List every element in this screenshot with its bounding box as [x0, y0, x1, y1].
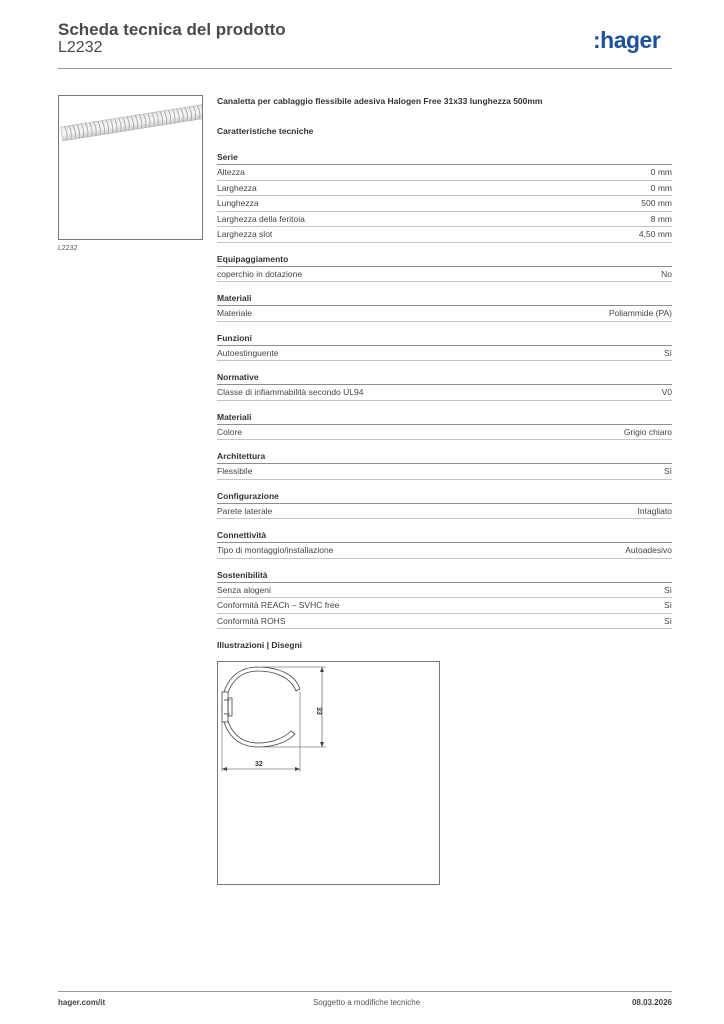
- spec-section: [217, 450, 672, 480]
- spec-row: [217, 614, 672, 630]
- spec-value: Intagliato: [637, 505, 672, 516]
- footer-note: Soggetto a modifiche tecniche: [313, 998, 421, 1007]
- spec-section: [217, 292, 672, 322]
- spec-value: 0 mm: [650, 167, 672, 177]
- footer-date: 08.03.2026: [631, 998, 672, 1007]
- illustrations-heading: Illustrazioni | Disegni: [217, 640, 303, 650]
- spec-label: coperchio in dotazione: [217, 268, 303, 279]
- spec-row: [217, 346, 672, 362]
- spec-row: [217, 227, 672, 243]
- spec-value: Sì: [663, 615, 672, 626]
- section-heading: Materiali: [217, 411, 672, 425]
- spec-section: [217, 490, 672, 520]
- spec-value: V0: [661, 387, 672, 397]
- section-heading: Connettività: [217, 529, 672, 543]
- spec-label: Lunghezza: [217, 198, 259, 208]
- spec-value: 0 mm: [650, 182, 672, 193]
- spec-section: [217, 332, 672, 362]
- spec-row: [217, 196, 672, 212]
- spec-label: Conformità ROHS: [217, 615, 286, 626]
- spec-label: Altezza: [217, 167, 245, 177]
- spec-row: [217, 212, 672, 228]
- product-title: Canaletta per cablaggio flessibile adesiva Halogen Free 31x33 lunghezza 500mm: [217, 96, 543, 106]
- spec-value: Autoadesivo: [625, 545, 672, 555]
- spec-label: Materiale: [217, 308, 252, 318]
- page-title: Scheda tecnica del prodotto: [58, 20, 286, 39]
- hager-logo: :hager: [593, 27, 661, 53]
- spec-row: [217, 181, 672, 197]
- spec-value: Sì: [663, 347, 672, 358]
- footer-divider: [58, 991, 672, 992]
- spec-label: Parete laterale: [217, 505, 273, 516]
- spec-value: 8 mm: [650, 213, 672, 224]
- section-heading: Serie: [217, 151, 672, 165]
- section-heading: Equipaggiamento: [217, 253, 672, 267]
- adhesive-base: [222, 692, 228, 722]
- width-dimension-label: 32: [255, 761, 263, 768]
- spec-label: Larghezza: [217, 182, 257, 193]
- spec-label: Larghezza slot: [217, 229, 273, 239]
- product-code: L2232: [58, 39, 103, 56]
- spec-label: Conformità REACh – SVHC free: [217, 600, 340, 610]
- spec-value: Sì: [663, 584, 672, 595]
- spec-section: [217, 529, 672, 559]
- spec-row: [217, 267, 672, 283]
- spec-section: [217, 411, 672, 441]
- duct-profile-outer: [222, 667, 300, 747]
- spec-value: Grigio chiaro: [623, 426, 672, 437]
- technical-drawing: [217, 661, 440, 885]
- header-divider: [58, 68, 672, 69]
- spec-label: Larghezza della feritoia: [217, 213, 305, 224]
- flexible-duct-image: [59, 96, 202, 239]
- section-heading: Funzioni: [217, 332, 672, 346]
- section-heading: Normative: [217, 371, 672, 385]
- spec-label: Colore: [217, 426, 243, 437]
- spec-row: [217, 583, 672, 599]
- section-heading: Materiali: [217, 292, 672, 306]
- spec-value: 4,50 mm: [638, 229, 672, 239]
- image-caption: L2232: [58, 245, 78, 252]
- spec-label: Flessibile: [217, 466, 253, 476]
- spec-row: [217, 464, 672, 480]
- spec-section: [217, 151, 672, 243]
- spec-value: Sì: [663, 600, 672, 610]
- spec-row: [217, 385, 672, 401]
- section-heading: Architettura: [217, 450, 672, 464]
- characteristics-heading: Caratteristiche tecniche: [217, 126, 314, 136]
- section-heading: Configurazione: [217, 490, 672, 504]
- spec-row: [217, 306, 672, 322]
- height-dimension-label: 33: [315, 707, 322, 715]
- section-heading: Sostenibilità: [217, 569, 672, 583]
- spec-label: Autoestinguente: [217, 347, 279, 358]
- spec-value: No: [661, 268, 672, 279]
- spec-value: 500 mm: [641, 198, 672, 208]
- spec-row: [217, 165, 672, 181]
- footer-website-link[interactable]: hager.com/it: [58, 998, 106, 1007]
- duct-profile-inner: [226, 671, 296, 743]
- spec-value: Poliammide (PA): [608, 308, 672, 318]
- spec-section: [217, 371, 672, 401]
- spec-label: Classe di infiammabilità secondo UL94: [217, 387, 364, 397]
- spec-label: Senza alogeni: [217, 584, 271, 595]
- spec-label: Tipo di montaggio/installazione: [217, 545, 334, 555]
- spec-section: [217, 569, 672, 630]
- spec-row: [217, 504, 672, 520]
- spec-section: [217, 253, 672, 283]
- spec-content: [217, 95, 672, 652]
- spec-value: Sì: [663, 466, 672, 476]
- spec-sections: [217, 151, 672, 629]
- spec-row: [217, 425, 672, 441]
- spec-row: [217, 598, 672, 614]
- product-image: [58, 95, 203, 240]
- spec-row: [217, 543, 672, 559]
